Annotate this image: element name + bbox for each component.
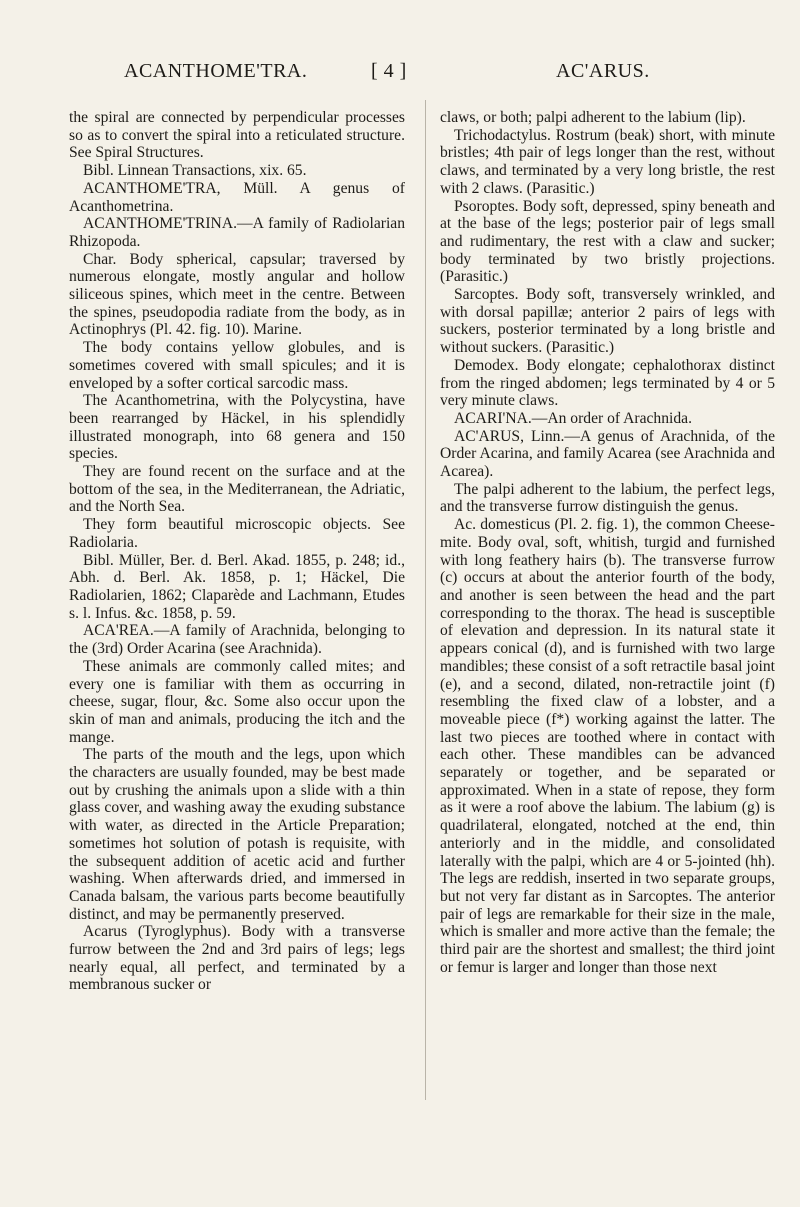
paragraph: ACANTHOME'TRINA.—A family of Radiolarian Rhizopoda.	[69, 215, 405, 250]
paragraph: These animals are commonly called mites; and every one is familiar with them as occurring in cheese, sugar, flour, &c. Some also occur upon the skin of man and animals, producing the itch and the mange.	[69, 657, 405, 746]
paragraph: AC'ARUS, Linn.—A genus of Arachnida, of the Order Acarina, and family Acarea (see Arachnida and Acarea).	[440, 427, 775, 481]
header-right-title: AC'ARUS.	[556, 60, 650, 82]
paragraph: Char. Body spherical, capsular; traversed by numerous elongate, mostly angular and hollow siliceous spines, which meet in the centre. Between the spines, pseudopodia radiate from the body, as in Actinophrys (Pl. 42. fig. 10). Marine.	[69, 250, 405, 339]
paragraph: ACARI'NA.—An order of Arachnida.	[454, 409, 692, 427]
right-column	[440, 109, 775, 976]
paragraph: claws, or both; palpi adherent to the labium (lip).	[440, 109, 746, 126]
paragraph: ACANTHOME'TRA, Müll. A genus of Acanthometrina.	[69, 179, 405, 215]
paragraph: They form beautiful microscopic objects. See Radiolaria.	[69, 516, 405, 551]
paragraph: Sarcoptes. Body soft, transversely wrinkled, and with dorsal papillæ; anterior 2 pairs of legs with suckers, posterior terminated by a long bristle and without suckers. (Parasitic.)	[440, 286, 775, 357]
paragraph: The palpi adherent to the labium, the perfect legs, and the transverse furrow distinguish the genus.	[440, 480, 775, 516]
paragraph: Acarus (Tyroglyphus). Body with a transverse furrow between the 2nd and 3rd pairs of legs; legs nearly equal, all perfect, and terminated by a membranous sucker or	[69, 923, 405, 994]
paragraph: Trichodactylus. Rostrum (beak) short, with minute bristles; 4th pair of legs longer than the rest, without claws, and terminated by a very long bristle, the rest with 2 claws. (Parasitic.)	[440, 126, 775, 197]
header-left-title: ACANTHOME'TRA.	[124, 60, 308, 82]
paragraph: Ac. domesticus (Pl. 2. fig. 1), the common Cheese-mite. Body oval, soft, whitish, turgid and furnished with long feathery hairs (b). The transverse furrow (c) occurs at about the anterior fourth of the body, and another is seen between the head and the part corresponding to the thorax. The head is susceptible of elevation and depression. In its natural state it appears conical (d), and is furnished with two large mandibles; these consist of a soft retractile basal joint (e), and a second, dilated, non-retractile joint (f) resembling the fixed claw of a lobster, and a moveable piece (f*) working against the latter. The last two pieces are toothed where in contact with each other. These mandibles can be advanced separately or together, and be separated or approximated. When in a state of repose, they form as it were a roof above the labium. The labium (g) is quadrilateral, elongated, notched at the end, thin anteriorly and in the middle, and consolidated laterally with the palpi, which are 4 or 5-jointed (hh). The legs are reddish, inserted in two separate groups, but not very far distant as in Sarcoptes. The anterior pair of legs are remarkable for their size in the male, which is smaller and more active than the female; the third pair are the shortest and smallest; the third joint or femur is larger and longer than those next	[440, 516, 775, 976]
paragraph: The parts of the mouth and the legs, upon which the characters are usually founded, may be best made out by crushing the animals upon a slide with a thin glass cover, and washing away the exuding substance with water, as directed in the Article Preparation; sometimes hot solution of potash is requisite, with the subsequent addition of acetic acid and further washing. When afterwards dried, and immersed in Canada balsam, the various parts become beautifully distinct, and may be permanently preserved.	[69, 746, 405, 923]
page-number: [ 4 ]	[371, 60, 407, 82]
paragraph: The Acanthometrina, with the Polycystina, have been rearranged by Häckel, in his splendidly illustrated monograph, into 68 genera and 150 species.	[69, 392, 405, 463]
paragraph: the spiral are connected by perpendicular processes so as to convert the spiral into a reticulated structure. See Spiral Structures.	[69, 109, 405, 162]
paragraph: The body contains yellow globules, and is sometimes covered with small spicules; and it is enveloped by a softer cortical sarcodic mass.	[69, 339, 405, 392]
paragraph: Demodex. Body elongate; cephalothorax distinct from the ringed abdomen; legs terminated by 4 or 5 very minute claws.	[440, 356, 775, 410]
paragraph: ACA'REA.—A family of Arachnida, belonging to the (3rd) Order Acarina (see Arachnida).	[69, 622, 405, 658]
paragraph: Bibl. Müller, Ber. d. Berl. Akad. 1855, p. 248; id., Abh. d. Berl. Ak. 1858, p. 1; Häckel, Die Radiolarien, 1862; Claparède and Lachmann, Etudes s. l. Infus. &c. 1858, p. 59.	[69, 551, 405, 622]
column-divider	[425, 100, 426, 1100]
paragraph: They are found recent on the surface and at the bottom of the sea, in the Mediterranean, the Adriatic, and the North Sea.	[69, 463, 405, 516]
paragraph: Bibl. Linnean Transactions, xix. 65.	[83, 162, 307, 180]
running-header	[0, 60, 800, 90]
left-column	[69, 109, 405, 994]
paragraph: Psoroptes. Body soft, depressed, spiny beneath and at the base of the legs; posterior pair of legs small and rudimentary, the rest with a claw and sucker; body terminated by two bristly projections. (Parasitic.)	[440, 197, 775, 286]
